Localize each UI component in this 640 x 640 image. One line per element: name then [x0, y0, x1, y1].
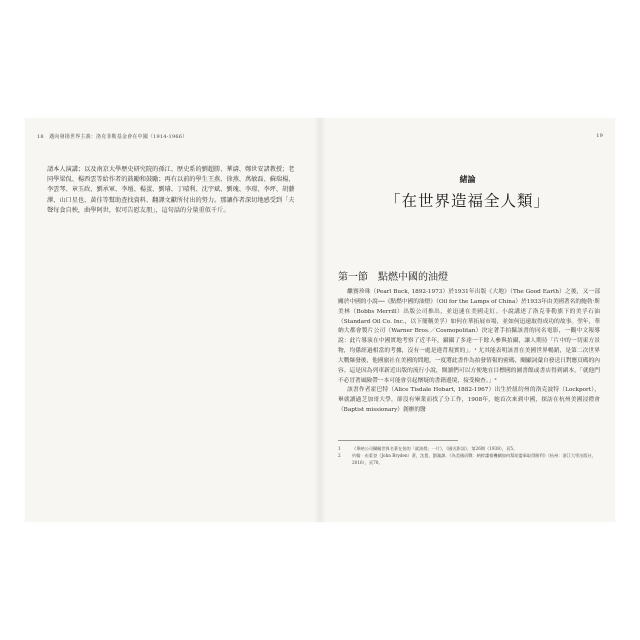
- body-paragraph: 該書作者霍巴特（Alice Tisdale Hobart, 1882-1967）出生於紐約州的洛克波特（Lockport），畢就讀過芝加哥大學，卻沒有畢業而找了分工作，1908年，她首次來到中國，探訪在杭州美國浸禮會（Baptist missionary）創辦的醫: [338, 387, 600, 414]
- body-text: [338, 288, 600, 416]
- right-page: [320, 118, 615, 522]
- footnotes: [338, 445, 600, 467]
- left-page-number: 18: [37, 134, 44, 140]
- left-running-head: [37, 133, 187, 140]
- acknowledgement-paragraph: 請本人演講；以及南京大學歷史研究院的孫江、歷史系的劉超勝、華濤、鄭世安諸教授；老同學梁侃、楊西雲等給作者的鼓勵和鼓勵；再有以前的學生王燕、徐燕、萬敏磊、蘇瑞楊、李雲琴、章玉政、劉承軍、李壇、楊蛋、劉璿、丁晴利、沈宇斌、劉瑰、李璟、李坪、胡藝澤、山口星也、黃佳等幫助查找資料、翻譯文獻所付出的努力。那讓作者深切地感受到「夫聲每食自秧，曲學阿世，似可告慰友朋」，這句話的分量重似千斤。: [47, 166, 295, 214]
- section-heading: 第一節 點燃中國的油燈: [338, 272, 448, 283]
- footnote-mark: 1: [338, 446, 341, 451]
- right-page-number: 19: [596, 133, 603, 139]
- footnote-divider: [338, 440, 458, 441]
- footnote-text: 《華納公司攝撮世界名著在拍的「就油燈」一片》，《國光影訊》，第26期（1938），頁5。: [352, 446, 518, 451]
- acknowledgement-text: [47, 165, 297, 216]
- footnote-mark: 2: [338, 453, 341, 459]
- book-spread: [25, 118, 615, 522]
- body-paragraph: 繼賽珍珠（Pearl Buck, 1892-1973）於1931年出版《大地》（The Good Earth）之後，又一部關於中國的小說──《點燃中國的油燈》（Oil for the Lamps of China）於1933年由美國著名的鮑勃·斯美林（Bobbs Merrill）出版公司推出，並迅速在美國走紅。小說講述了洛克菲勒旗下的美孚石油（Standard Oil Co. Inc.，以下簡稱美孚）如何在華拓展市場，並如何迅速取得成功的故事。翌年，華納大都會製片公司（Warner Bros.／Cosmopolitan）決定著手拍攝該書的同名電影，一觀中文報導說：此片導演在中國實地考察了近半年，攝攝了多達一千餘人參與拍攝，讓人期待「片中的一切東方景物，均係經過相當的考據，沒有一處是違背現實的」。¹ 尤其能表明該書在美國世界暢銷，是第二次世界大戰爆發後，他國旅社在美國的問題，一度將此書作為拍發情報的密碼，闡顯詞彙自發送日對應頁碼的內容。這是因為列車新近出版的流行小說，閱讀們可以方便地在目標國的圖書館或書店得到副本，「就他門不必冒著風險帶一本可能會引起懷疑的書籍邊境，接受檢查。」²: [338, 289, 600, 384]
- left-running-head-title: 邁向發揚世界主義：洛克菲勒基金會在中國（1914-1966）: [49, 134, 188, 140]
- footnote-text: 約翰‧布萊登（John Bryden）著，沈寬、劉滿譯，《為美國而戰：納粹諜報機關如何幫助盟軍取得勝利》（杭州：浙江大學出版社，2016），頁70。: [352, 453, 596, 466]
- footnote: [338, 445, 600, 452]
- left-page: [25, 118, 320, 522]
- footnote: [338, 452, 600, 466]
- chapter-label: 緒論: [459, 174, 476, 184]
- chapter-title: 「在世界造福全人類」: [384, 192, 550, 210]
